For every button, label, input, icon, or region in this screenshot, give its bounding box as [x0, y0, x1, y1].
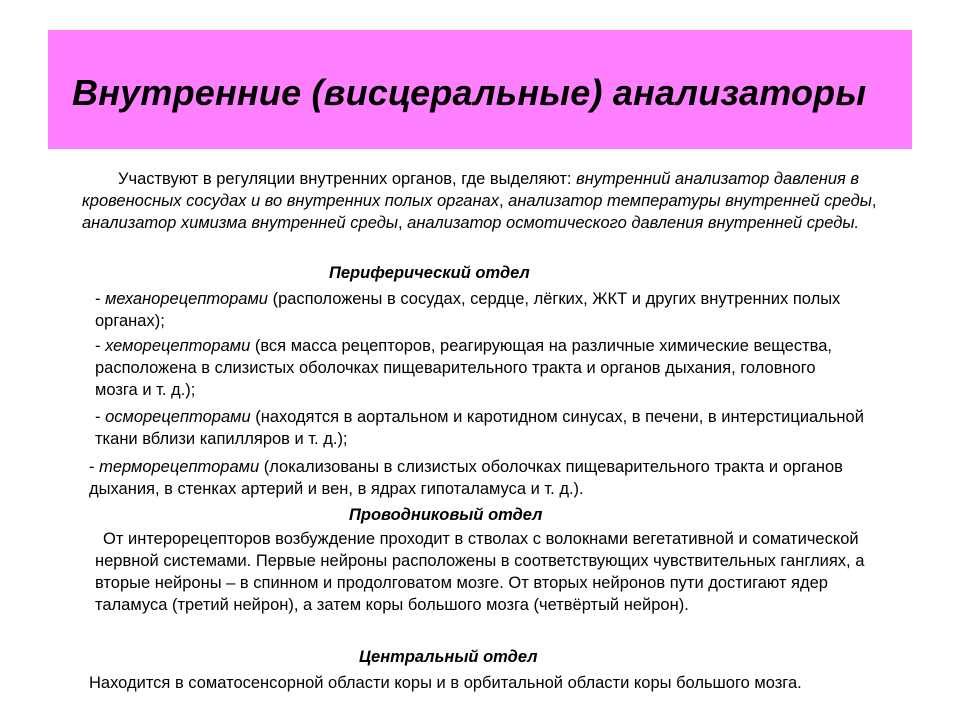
- intro-emph-pressure: внутренний анализатор давления в кровеносных сосудах и во внутренних полых органах: [82, 170, 860, 210]
- item-dash: -: [95, 408, 106, 426]
- peripheral-item-mechano: [95, 288, 895, 332]
- peripheral-item-osmo: [95, 406, 885, 450]
- intro-sep-1: ,: [498, 192, 509, 210]
- slide-title: Внутренние (висцеральные) анализаторы: [72, 72, 867, 113]
- intro-sep-2: ,: [871, 192, 877, 210]
- central-heading: Центральный отдел: [359, 648, 538, 666]
- conductive-paragraph: От интерорецепторов возбуждение проходит в стволах с волокнами вегетативной и соматической нервной системами. Первые нейроны расположены в соответствующих чувствительных ганглиях, а вторые нейроны – в спинном и продолговатом мозге. От вторых нейронов пути достигают ядер таламуса (третий нейрон), а затем коры большого мозга (четвёртый нейрон).: [95, 530, 865, 614]
- item-text: (локализованы в слизистых оболочках пищеварительного тракта и органов дыхания, в стенках артерий и вен, в ядрах гипоталамуса и т. д.).: [89, 458, 843, 498]
- intro-paragraph: [82, 168, 890, 234]
- peripheral-item-thermo: [89, 456, 895, 500]
- item-dash: -: [95, 290, 106, 308]
- intro-emph-chemistry: анализатор химизма внутренней среды: [82, 214, 398, 232]
- item-dash: -: [89, 458, 100, 476]
- intro-emph-osmotic: анализатор осмотического давления внутренней среды.: [407, 214, 860, 232]
- item-term: хеморецепторами: [105, 337, 251, 355]
- item-text: (расположены в сосудах, сердце, лёгких, ЖКТ и других внутренних полых органах);: [95, 290, 841, 330]
- item-dash: -: [95, 337, 106, 355]
- intro-lead: Участвуют в регуляции внутренних органов, где выделяют:: [118, 170, 577, 188]
- central-paragraph: Находится в соматосенсорной области коры и в орбитальной области коры большого мозга.: [89, 674, 802, 692]
- item-term: терморецепторами: [99, 458, 260, 476]
- conductive-heading: Проводниковый отдел: [349, 506, 543, 524]
- item-text: (вся масса рецепторов, реагирующая на различные химические вещества, расположена в слизистых оболочках пищеварительного тракта и органов дыхания, головного мозга и т. д.);: [95, 337, 833, 399]
- intro-sep-3: ,: [398, 214, 408, 232]
- intro-emph-temperature: анализатор температуры внутренней среды: [508, 192, 872, 210]
- item-text: (находятся в аортальном и каротидном синусах, в печени, в интерстициальной ткани вблизи капилляров и т. д.);: [95, 408, 864, 448]
- peripheral-heading: Периферический отдел: [329, 264, 530, 282]
- item-term: осморецепторами: [105, 408, 251, 426]
- item-term: механорецепторами: [105, 290, 268, 308]
- peripheral-item-chemo: [95, 335, 855, 401]
